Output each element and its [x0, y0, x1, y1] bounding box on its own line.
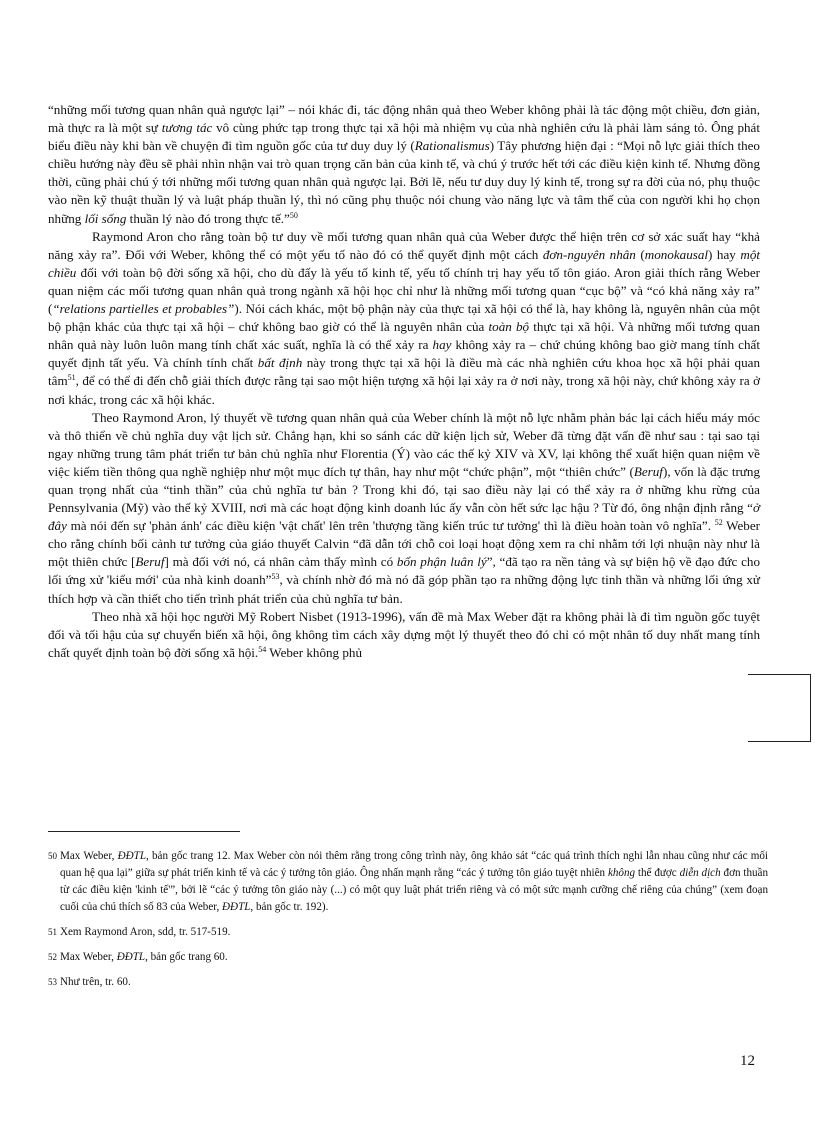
text-run: , bản gốc tr. 192).	[250, 901, 329, 913]
text-run: Theo nhà xã hội học người Mỹ Robert Nisbet (1913-1996), vấn đề mà Max Weber đặt ra không phải là đi tìm nguồn gốc tuyệt đối và tối hậu của sự chuyển biến xã hội, ông không tìm cách xây dựng một lý thuyết theo đó chỉ có một nhân tố duy nhất mang tính chất quyết định toàn bộ đời sống xã hội.	[48, 608, 760, 660]
footnotes	[48, 848, 768, 999]
italic-text: bổn phận luân lý	[396, 554, 487, 570]
page-number: 12	[740, 1053, 755, 1069]
footnote	[48, 924, 768, 941]
italic-text: một chiều	[48, 246, 760, 280]
footnote	[48, 949, 768, 966]
margin-bracket	[748, 674, 811, 742]
footnote-text	[60, 924, 768, 941]
text-run: mà nói đến sự 'phản ánh' các điều kiện 'vật chất' lên trên 'thượng tầng kiến trúc tư tưởng' thì là điều hoàn toàn vô nghĩa”.	[66, 518, 715, 534]
text-run: Max Weber,	[60, 850, 118, 862]
text-run: ). Nói cách khác, một bộ phận này của thực tại xã hội có thể là, hay không là, nguyên nhân của một bộ phận khác của thực tại xã hội – chứ không bao giờ có thể là nguyên nhân của	[48, 301, 760, 335]
text-run: , để có thể đi đến chỗ giải thích được rằng tại sao một hiện tượng xã hội lại xảy ra ở nơi này, trong xã hội này, chứ không xảy ra ở nơi khác, trong các xã hội khác.	[48, 373, 760, 407]
italic-text: diễn dịch	[679, 867, 721, 879]
text-run: ) hay	[708, 246, 741, 262]
text-run: đơn thuần từ các điều kiện 'kinh tế'”, bởi lẽ “các ý tưởng tôn giáo này (...) có một quy luật phát triển riêng và có một sức mạnh cưỡng chế riêng của chúng” (xem đoạn cuối của chú thích số 83 của Weber,	[60, 867, 769, 913]
text-run: (	[635, 246, 645, 262]
footnote-number: 50	[48, 851, 57, 861]
italic-text: lối sống	[84, 210, 127, 226]
text-run: ), vốn là đặc trưng quan trọng nhất của “tinh thần” của chủ nghĩa tư bản ? Trong khi đó, tại sao điều này lại có thể xảy ra ở những khu rừng của Pennsylvania (Mỹ) vào thế kỷ XVIII, nơi mà các hoạt động kinh doanh lúc ấy vẫn còn hết sức lạc hậu ? Từ đó, ông nhận định rằng “	[48, 463, 761, 516]
body-text	[48, 101, 760, 662]
footnote	[48, 974, 768, 991]
italic-text: monokausal	[644, 246, 709, 262]
italic-text: toàn bộ	[488, 319, 530, 335]
text-run: “những mối tương quan nhân quả ngược lại” – nói khác đi, tác động nhân quả theo Weber không phải là tác động một chiều, đơn giản, mà thực ra là một sự	[48, 102, 760, 136]
text-run: Raymond Aron cho rằng toàn bộ tư duy về mối tương quan nhân quả của Weber được thể hiện trên cơ sở xác suất hay “khả năng xảy ra”. Đối với Weber, không thể có một yếu tố nào đó có thể quyết định một cách	[48, 228, 760, 262]
paragraph	[48, 409, 760, 608]
text-run: ”, “đã tạo ra nền tảng và sự biện hộ về đạo đức cho lối ứng xử 'kiểu mới' của nhà kinh doanh”	[48, 554, 760, 588]
text-run: Như trên, tr. 60.	[60, 976, 131, 988]
text-run: Weber cho rằng chính bối cảnh tư tưởng của giáo thuyết Calvin “đã dẫn tới chỗ coi loại hoạt động xem ra chỉ nhằm tới lợi nhuận này như là một thiên chức [	[48, 518, 760, 570]
footnote-number: 52	[48, 952, 57, 962]
text-run: này trong thực tại xã hội là điều mà các nhà nghiên cứu khoa học xã hội phải quan tâm	[48, 355, 761, 389]
text-run: đối với toàn bộ đời sống xã hội, cho dù đấy là yếu tố kinh tế, yếu tố chính trị hay yếu tố tôn giáo. Aron giải thích rằng Weber quan niệm các mối tương quan nhân quả trong ngành xã hội học chỉ như là những mối tương quan “cục bộ” và “có khả năng xảy ra” (	[48, 264, 760, 317]
text-run: thể được	[635, 867, 680, 879]
paragraph	[48, 608, 760, 662]
text-run: ) Tây phương hiện đại : “Mọi nỗ lực giải thích theo chiều hướng này đều sẽ phải nhìn nhận vai trò quan trọng căn bản của kinh tế, và chú ý trước hết tới các điều kiện kinh tế. Nhưng đồng thời, cũng phải chú ý tới những mối tương quan nhân quả ngược lại. Bởi lẽ, nếu tư duy duy lý kinh tế, trong sự ra đời của nó, phụ thuộc vào nền kỹ thuật thuần lý và luật pháp thuần lý, thì nó cũng phụ thuộc nói chung vào năng lực và tâm thế của con người khi họ chọn những	[48, 138, 760, 226]
footnote-text	[60, 848, 768, 916]
footnote	[48, 848, 768, 916]
paragraph	[48, 228, 760, 409]
text-run: Max Weber,	[60, 951, 117, 963]
italic-text: ĐĐTL	[117, 850, 146, 862]
italic-text: đơn-nguyên nhân	[542, 246, 636, 262]
text-run: , và chính nhờ đó mà nó đã góp phần tạo ra những động lực tinh thần và những lối ứng xử thích hợp và cần thiết cho tiến trình phát triển của chủ nghĩa tư bản.	[48, 572, 760, 606]
italic-text: “relations partielles et probables”	[52, 301, 235, 317]
italic-text: bất định	[257, 355, 303, 371]
footnote-ref: 52	[714, 518, 723, 528]
footnote-ref: 54	[258, 644, 267, 654]
text-run: thực tại xã hội. Và những mối tương quan nhân quả này luôn luôn mang tính chất xác suất, nghĩa là có thể xảy ra	[48, 319, 760, 353]
text-run: thuần lý nào đó trong thực tế.”	[126, 210, 290, 226]
footnote-ref: 51	[67, 373, 76, 383]
text-run: , bản gốc trang 60.	[145, 951, 228, 963]
italic-text: ĐĐTL	[116, 951, 146, 963]
footnote-ref: 50	[289, 210, 298, 220]
italic-text: hay	[432, 337, 452, 353]
text-run: Theo Raymond Aron, lý thuyết về tương quan nhân quả của Weber chính là một nỗ lực nhằm phản bác lại cách hiểu máy móc và thô thiển về chủ nghĩa duy vật lịch sử. Chẳng hạn, khi so sánh các dữ kiện lịch sử, Weber đã từng đặt vấn đề như sau : tại sao tại ngay những trung tâm phát triển tư bản chủ nghĩa như Florentia (Ý) vào các thế kỷ XIV và XV, lại không thể xuất hiện quan niệm về việc kiếm tiền thông qua nghề nghiệp như một mục đích tự thân, hay như một “chức phận”, một “thiên chức” (	[48, 409, 760, 479]
text-run: không xảy ra – chứ chúng không bao giờ mang tính chất quyết định tất yếu. Và chính tính chất	[48, 337, 760, 371]
text-run: ] mà đối với nó, cá nhân cảm thấy mình có	[164, 554, 397, 570]
text-run: Xem Raymond Aron, sdd, tr. 517-519.	[60, 926, 231, 938]
paragraph	[48, 101, 760, 228]
italic-text: Rationalismus	[414, 138, 490, 154]
footnote-separator	[48, 831, 240, 832]
italic-text: ở đây	[48, 500, 760, 534]
footnote-number: 51	[48, 927, 57, 937]
footnote-text	[60, 949, 768, 966]
italic-text: Beruf	[633, 463, 663, 479]
text-run: , bản gốc trang 12. Max Weber còn nói thêm rằng trong công trình này, ông khảo sát “các quá trình thích nghi lẫn nhau cũng như các mối quan hệ qua lại” giữa sự phát triển kinh tế và các ý tưởng tôn giáo. Ông nhấn mạnh rằng “các ý tưởng tôn giáo tuyệt nhiên	[60, 850, 768, 879]
text-run: vô cùng phức tạp trong thực tại xã hội mà nhiệm vụ của nhà nghiên cứu là phải làm sáng tỏ. Ông phát biểu điều này khi bàn về chuyện đi tìm nguồn gốc của tư duy duy lý (	[48, 120, 760, 154]
italic-text: ĐĐTL	[222, 901, 251, 913]
text-run: Weber không phủ	[266, 644, 363, 660]
italic-text: Beruf	[135, 554, 165, 570]
footnote-text	[60, 974, 768, 991]
italic-text: tương tác	[161, 120, 213, 136]
footnote-number: 53	[48, 977, 57, 987]
footnote-ref: 53	[271, 572, 280, 582]
italic-text: không	[607, 867, 636, 879]
